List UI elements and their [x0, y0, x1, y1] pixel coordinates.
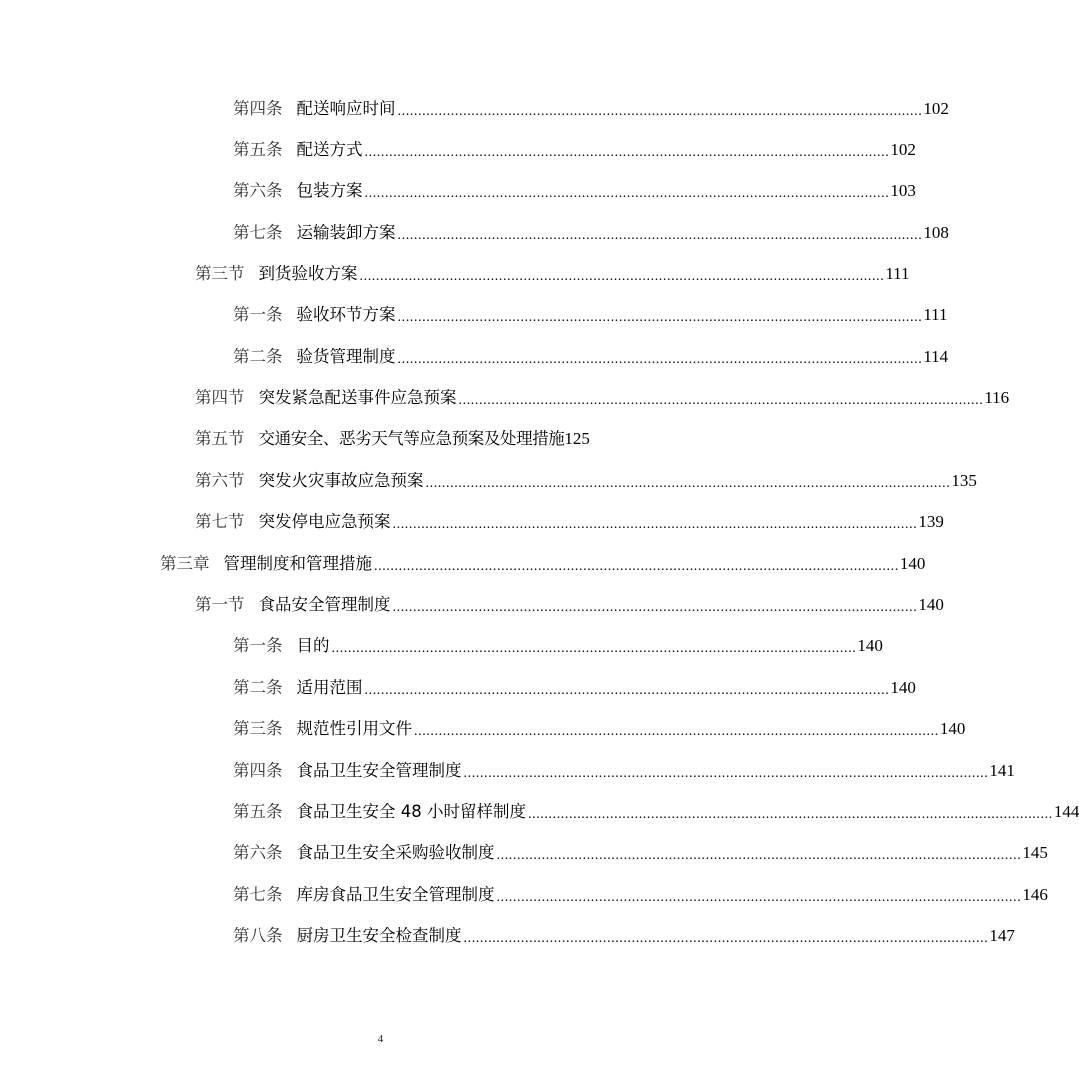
- toc-entry-page: 140: [857, 636, 883, 655]
- toc-entry-page: 147: [989, 926, 1015, 945]
- dot-leader: ................................................................................................................................: [392, 600, 918, 615]
- toc-entry[interactable]: [233, 752, 1015, 790]
- toc-entry-label: 第五条: [233, 140, 283, 159]
- toc-entry-page: 125: [564, 429, 590, 448]
- toc-entry-title: 规范性引用文件: [296, 719, 412, 738]
- toc-entry-label: 第六条: [233, 843, 283, 862]
- toc-entry-label: 第二条: [233, 678, 283, 697]
- toc-entry-page: 102: [890, 140, 916, 159]
- toc-entry-title: 食品卫生安全 48 小时留样制度: [296, 802, 526, 821]
- toc-entry-page: 108: [923, 223, 949, 242]
- toc-entry-title: 突发火灾事故应急预案: [258, 471, 424, 490]
- toc-entry-page: 140: [939, 719, 966, 738]
- toc-entry-title: 适用范围: [296, 678, 363, 697]
- toc-entry-title: 目的: [296, 636, 330, 655]
- toc-entry-page: 146: [1022, 885, 1048, 904]
- toc-entry-page: 102: [923, 99, 949, 118]
- toc-entry-title: 交通安全、恶劣天气等应急预案及处理措施: [258, 429, 565, 448]
- toc-entry[interactable]: [233, 172, 916, 210]
- toc-entry-page: 140: [899, 554, 926, 573]
- page-number: 4: [377, 1033, 384, 1045]
- toc-entry[interactable]: [233, 710, 966, 748]
- toc-entry-label: 第七节: [195, 512, 245, 531]
- toc-entry-page: 114: [923, 347, 949, 366]
- toc-entry-page: 145: [1022, 843, 1048, 862]
- toc-entry[interactable]: [233, 214, 949, 252]
- toc-entry-label: 第五条: [233, 802, 283, 821]
- toc-entry-label: 第一节: [195, 595, 245, 614]
- toc-entry[interactable]: [195, 462, 977, 500]
- toc-entry-page: 111: [885, 264, 910, 283]
- toc-entry-title: 突发停电应急预案: [258, 512, 391, 531]
- dot-leader: ................................................................................................................................: [331, 641, 857, 656]
- dot-leader: ................................................................................................................................: [374, 559, 899, 574]
- toc-entry[interactable]: [233, 90, 949, 128]
- dot-leader: ................................................................................................................................: [463, 931, 989, 946]
- toc-entry-label: 第四节: [195, 388, 245, 407]
- toc-entry-label: 第三章: [160, 554, 210, 573]
- toc-entry-label: 第七条: [233, 885, 283, 904]
- toc-entry-label: 第一条: [233, 305, 283, 324]
- toc-entry[interactable]: [233, 627, 883, 665]
- dot-leader: ................................................................................................................................: [364, 683, 890, 698]
- dot-leader: ................................................................................................................................: [496, 848, 1022, 863]
- dot-leader: ................................................................................................................................: [414, 724, 939, 739]
- toc-entry-title: 厨房卫生安全检查制度: [296, 926, 462, 945]
- table-of-contents: [0, 90, 1079, 970]
- toc-entry[interactable]: [233, 876, 1048, 914]
- toc-entry-page: 103: [890, 181, 916, 200]
- toc-entry-title: 验货管理制度: [296, 347, 396, 366]
- toc-entry-label: 第四条: [233, 761, 283, 780]
- toc-entry[interactable]: [233, 834, 1048, 872]
- toc-entry[interactable]: [195, 503, 944, 541]
- toc-entry-page: 141: [989, 761, 1015, 780]
- toc-entry[interactable]: [233, 296, 948, 334]
- toc-entry-label: 第一条: [233, 636, 283, 655]
- toc-entry-title: 包装方案: [296, 181, 363, 200]
- dot-leader: ................................................................................................................................: [364, 186, 890, 201]
- dot-leader: ................................................................................................................................: [397, 352, 923, 367]
- toc-entry-title: 到货验收方案: [258, 264, 358, 283]
- toc-entry[interactable]: [195, 420, 640, 458]
- toc-entry[interactable]: [233, 917, 1015, 955]
- toc-entry-title: 运输装卸方案: [296, 223, 396, 242]
- dot-leader: ................................................................................................................................: [392, 517, 918, 532]
- toc-entry-title: 库房食品卫生安全管理制度: [296, 885, 495, 904]
- toc-entry-page: 140: [890, 678, 916, 697]
- toc-entry[interactable]: [233, 669, 916, 707]
- toc-entry-label: 第三条: [233, 719, 283, 738]
- toc-entry-label: 第六条: [233, 181, 283, 200]
- toc-entry[interactable]: [195, 379, 1010, 417]
- dot-leader: ................................................................................................................................: [496, 890, 1022, 905]
- toc-entry-label: 第四条: [233, 99, 283, 118]
- toc-entry-title: 食品卫生安全管理制度: [296, 761, 462, 780]
- dot-leader: ................................................................................................................................: [397, 228, 923, 243]
- toc-entry-title: 验收环节方案: [296, 305, 396, 324]
- toc-entry-page: 140: [918, 595, 944, 614]
- toc-entry[interactable]: [233, 338, 949, 376]
- toc-entry-title: 食品安全管理制度: [258, 595, 391, 614]
- toc-entry[interactable]: [233, 131, 916, 169]
- toc-entry[interactable]: [233, 793, 1079, 831]
- dot-leader: ................................................................................................................................: [463, 766, 989, 781]
- toc-entry-title: 管理制度和管理措施: [223, 554, 372, 573]
- dot-leader: ................................................................................................................................: [364, 145, 890, 160]
- dot-leader: ................................................................................................................................: [397, 310, 923, 325]
- toc-entry-label: 第六节: [195, 471, 245, 490]
- toc-entry-page: 111: [923, 305, 948, 324]
- toc-entry-title: 突发紧急配送事件应急预案: [258, 388, 457, 407]
- toc-entry-title: 配送方式: [296, 140, 363, 159]
- toc-entry-label: 第七条: [233, 223, 283, 242]
- dot-leader: ................................................................................................................................: [528, 807, 1053, 822]
- toc-entry-label: 第二条: [233, 347, 283, 366]
- dot-leader: ................................................................................................................................: [359, 269, 885, 284]
- toc-entry-page: 135: [951, 471, 977, 490]
- toc-entry-title: 食品卫生安全采购验收制度: [296, 843, 495, 862]
- toc-entry-label: 第三节: [195, 264, 245, 283]
- toc-entry-title: 配送响应时间: [296, 99, 396, 118]
- toc-entry[interactable]: [195, 586, 944, 624]
- dot-leader: ................................................................................................................................: [458, 393, 984, 408]
- toc-entry[interactable]: [195, 255, 910, 293]
- toc-entry-label: 第五节: [195, 429, 245, 448]
- toc-entry[interactable]: [160, 545, 926, 583]
- toc-entry-page: 116: [984, 388, 1010, 407]
- toc-entry-page: 139: [918, 512, 944, 531]
- dot-leader: ................................................................................................................................: [397, 104, 923, 119]
- toc-entry-label: 第八条: [233, 926, 283, 945]
- toc-entry-page: 144: [1053, 802, 1079, 821]
- dot-leader: ................................................................................................................................: [425, 476, 951, 491]
